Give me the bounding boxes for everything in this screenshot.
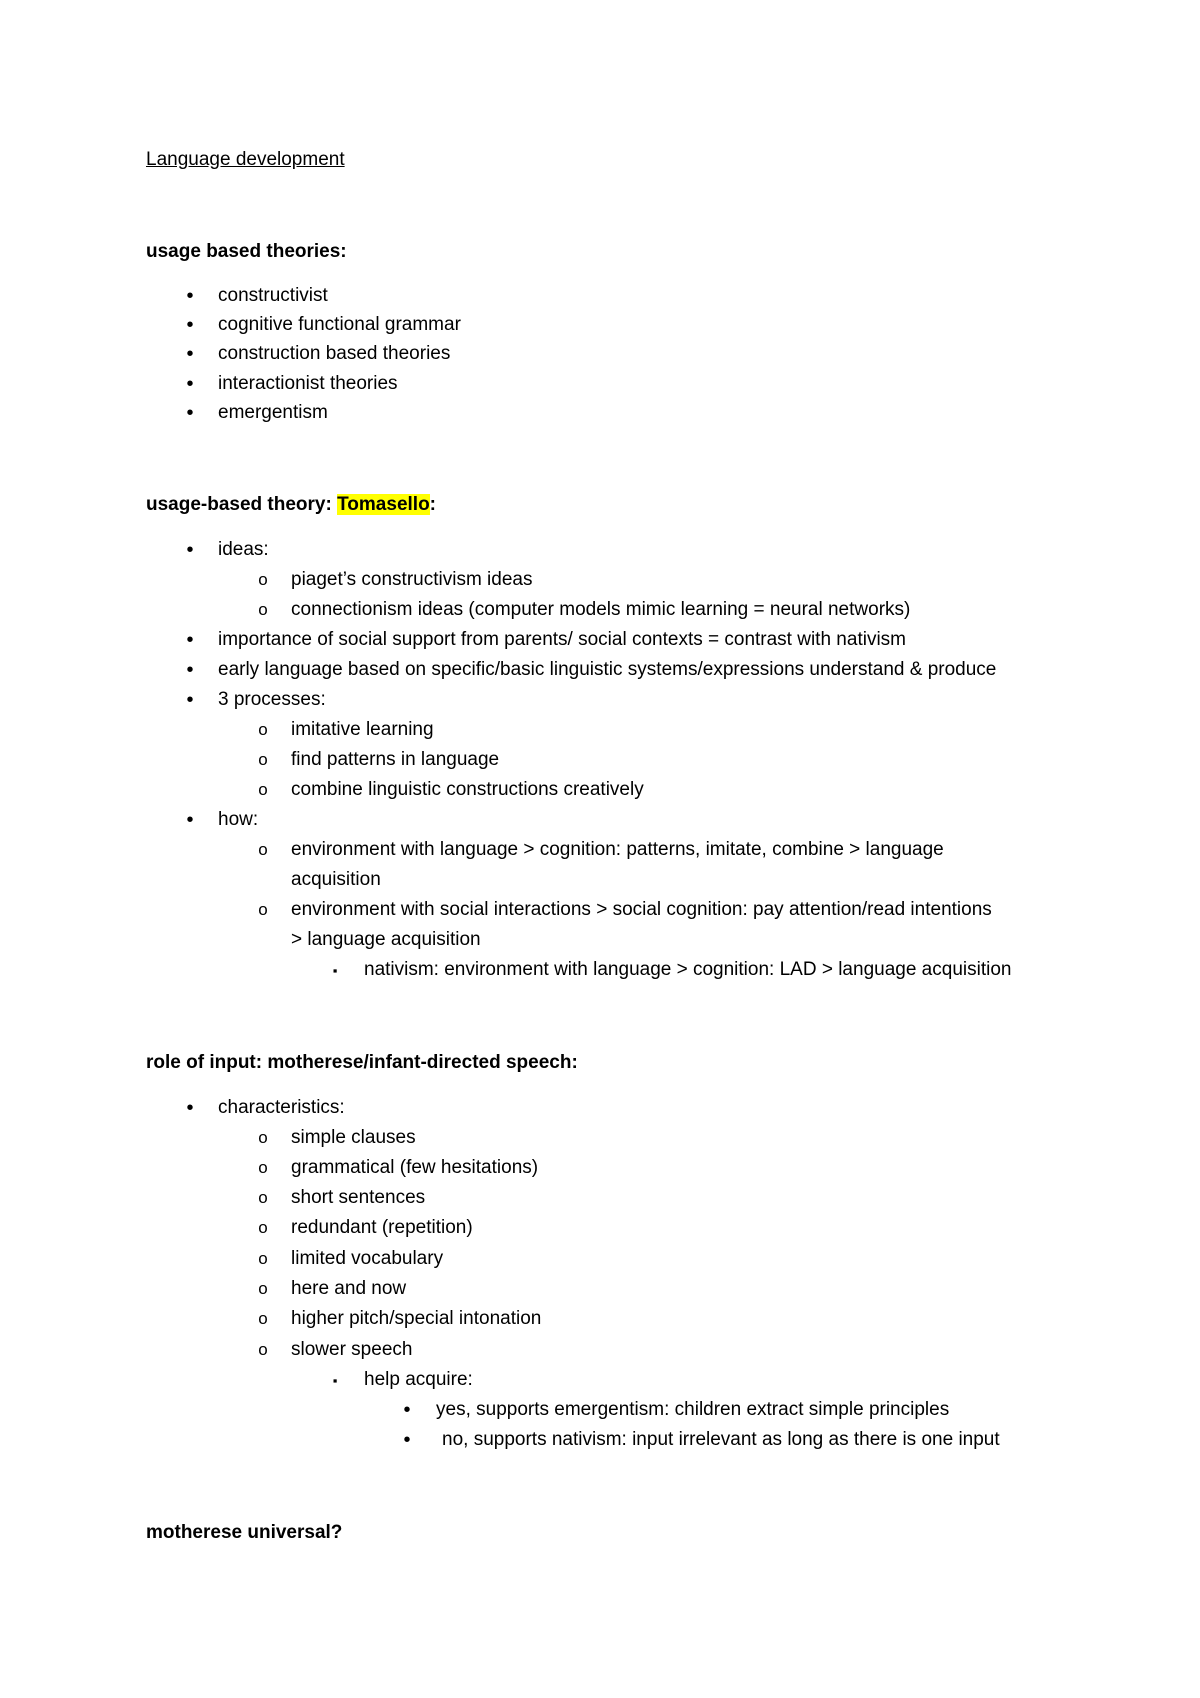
list-item: constructivist xyxy=(218,285,328,306)
bullet-icon xyxy=(182,284,198,309)
document-title: Language development xyxy=(146,149,345,170)
sub-list-item: simple clauses xyxy=(291,1127,416,1148)
bullet-icon xyxy=(182,401,198,426)
sub-bullet-icon xyxy=(255,1338,271,1362)
sub-list-item: imitative learning xyxy=(291,719,434,740)
sub-bullet-icon xyxy=(255,1156,271,1180)
sub-list-item: combine linguistic constructions creatively xyxy=(291,779,644,800)
bullet-icon xyxy=(399,1428,415,1453)
highlighted-name: Tomasello xyxy=(337,494,430,515)
sub-list-item: slower speech xyxy=(291,1339,413,1360)
sub-bullet-icon xyxy=(255,568,271,592)
bullet-icon xyxy=(182,372,198,397)
list-item: characteristics: xyxy=(218,1097,345,1118)
sub-list-item: piaget’s constructivism ideas xyxy=(291,569,533,590)
bullet-icon xyxy=(399,1398,415,1423)
section-heading-usage-based-theories: usage based theories: xyxy=(146,241,347,262)
sub-bullet-icon xyxy=(255,1307,271,1331)
sub-bullet-icon xyxy=(255,748,271,772)
sub-bullet-icon xyxy=(255,778,271,802)
list-item: cognitive functional grammar xyxy=(218,314,461,335)
bullet-icon xyxy=(182,658,198,683)
sub-bullet-icon xyxy=(255,1216,271,1240)
bullet-icon xyxy=(182,808,198,833)
heading-prefix: usage-based theory: xyxy=(146,494,338,515)
sub-list-item: environment with language > cognition: patterns, imitate, combine > language xyxy=(291,839,944,860)
section-heading-motherese-universal: motherese universal? xyxy=(146,1522,343,1543)
bullet-icon xyxy=(182,628,198,653)
list-item: emergentism xyxy=(218,402,328,423)
section-heading-role-of-input: role of input: motherese/infant-directed speech: xyxy=(146,1052,578,1073)
sub-bullet-icon xyxy=(255,838,271,862)
list-item: ideas: xyxy=(218,539,269,560)
list-item: importance of social support from parents/ social contexts = contrast with nativism xyxy=(218,629,906,650)
level-4-list-item: yes, supports emergentism: children extract simple principles xyxy=(436,1399,950,1420)
sub-bullet-icon xyxy=(255,1186,271,1210)
list-item: construction based theories xyxy=(218,343,451,364)
bullet-icon xyxy=(182,1096,198,1121)
sub-bullet-icon xyxy=(255,1126,271,1150)
sub-sub-list-item: nativism: environment with language > cognition: LAD > language acquisition xyxy=(364,959,1012,980)
sub-bullet-icon xyxy=(255,1277,271,1301)
bullet-icon xyxy=(182,538,198,563)
sub-list-item: find patterns in language xyxy=(291,749,500,770)
sub-bullet-icon xyxy=(255,598,271,622)
sub-list-item: redundant (repetition) xyxy=(291,1217,473,1238)
list-item: 3 processes: xyxy=(218,689,326,710)
sub-list-item: short sentences xyxy=(291,1187,426,1208)
sub-list-item: connectionism ideas (computer models mimic learning = neural networks) xyxy=(291,599,911,620)
bullet-icon xyxy=(182,688,198,713)
sub-list-item-continuation: acquisition xyxy=(291,869,381,890)
sub-bullet-icon xyxy=(255,1247,271,1271)
sub-list-item-continuation: > language acquisition xyxy=(291,929,481,950)
level-4-list-item: no, supports nativism: input irrelevant as long as there is one input xyxy=(442,1429,1000,1450)
heading-suffix: : xyxy=(429,494,436,515)
list-item: early language based on specific/basic linguistic systems/expressions understand & produce xyxy=(218,659,997,680)
sub-list-item: environment with social interactions > social cognition: pay attention/read intentions xyxy=(291,899,992,920)
square-bullet-icon xyxy=(327,958,343,983)
sub-bullet-icon xyxy=(255,898,271,922)
bullet-icon xyxy=(182,342,198,367)
square-bullet-icon xyxy=(327,1368,343,1393)
sub-bullet-icon xyxy=(255,718,271,742)
sub-sub-list-item: help acquire: xyxy=(364,1369,473,1390)
list-item: how: xyxy=(218,809,259,830)
list-item: interactionist theories xyxy=(218,373,398,394)
sub-list-item: here and now xyxy=(291,1278,407,1299)
sub-list-item: limited vocabulary xyxy=(291,1248,444,1269)
bullet-icon xyxy=(182,313,198,338)
sub-list-item: higher pitch/special intonation xyxy=(291,1308,542,1329)
sub-list-item: grammatical (few hesitations) xyxy=(291,1157,539,1178)
section-heading-tomasello xyxy=(146,493,436,517)
